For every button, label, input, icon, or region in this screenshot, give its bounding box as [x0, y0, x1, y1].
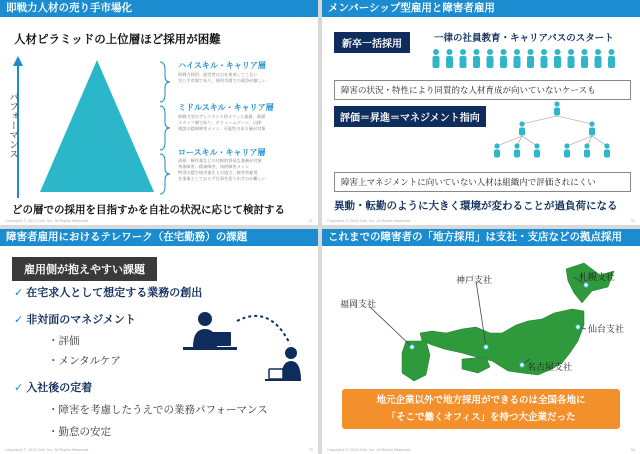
training-desc: 一律の社員教育・キャリアパスのスタート	[434, 33, 614, 44]
remote-workers-illustration	[175, 299, 310, 389]
person-icon	[500, 49, 507, 68]
person-icon	[595, 49, 602, 68]
slide-title: これまでの障害者の「地方採用」は支社・支店などの拠点採用	[322, 229, 640, 246]
label-sendai: 仙台支社	[588, 325, 625, 335]
pyramid-graphic	[0, 50, 318, 200]
person-icon	[473, 49, 480, 68]
person-icon	[514, 143, 520, 157]
slide-membership-employment	[322, 0, 640, 225]
page-number: 32	[630, 219, 635, 223]
person-icon	[446, 49, 453, 68]
level-high-desc: 即戦力採用、経営者は自社育成してこない 売り手市場であり、採用市場での競争が激しい	[178, 72, 266, 84]
bullet-remote-management: ✓ 非対面のマネジメント	[14, 313, 136, 326]
level-high-label: ハイスキル・キャリア層	[178, 61, 266, 70]
person-icon	[519, 121, 525, 135]
pin-fukuoka	[410, 345, 414, 349]
copyright: Copyright © 2020 Ohk, Inc. All Rights Reserved.	[327, 219, 412, 223]
orange-banner: 地元企業以外で地方採用ができるのは全国各地に 「そこで働くオフィス」を持つ大企業だった	[342, 389, 620, 429]
label-nagoya: 名古屋支社	[527, 363, 573, 373]
person-icon	[494, 143, 500, 157]
person-icon	[527, 49, 534, 68]
bullet-job-creation: ✓ 在宅求人として想定する業務の創出	[14, 286, 203, 299]
slide-title: 即戦力人材の売り手市場化	[0, 0, 318, 17]
manager-pc-icon	[183, 312, 237, 350]
pyramid-triangle	[40, 60, 154, 192]
sub-attendance: ・勤怠の安定	[48, 426, 111, 438]
pyramid-footer: どの層での採用を目指すかを自社の状況に応じて検討する	[12, 204, 285, 216]
person-icon	[584, 143, 590, 157]
pin-kobe	[484, 345, 488, 349]
level-mid-label: ミドルスキル・キャリア層	[178, 103, 274, 112]
person-icon	[433, 49, 440, 68]
sub-performance: ・障害を考慮したうえでの業務パフォーマンス	[48, 404, 268, 416]
remote-worker-icon	[265, 347, 301, 381]
slide-regional-hiring	[322, 229, 640, 454]
slide-talent-pyramid	[0, 0, 318, 225]
pin-nagoya	[520, 363, 524, 367]
pin-sapporo	[584, 283, 588, 287]
slide-title: メンバーシップ型雇用と障害者雇用	[322, 0, 640, 17]
check-icon: ✓	[14, 381, 24, 394]
slide-telework-issues	[0, 229, 318, 454]
note-uniform-training: 障害の状況・特性により同質的な人材育成が向いていないケースも	[334, 80, 631, 100]
tag-evaluation: 評価＝昇進＝マネジメント指向	[334, 106, 486, 127]
copyright: Copyright © 2020 Ohk, Inc. All Rights Reserved.	[5, 448, 90, 452]
kyushu-shape	[402, 341, 430, 381]
label-kobe: 神戸支社	[456, 276, 493, 286]
person-icon	[581, 49, 588, 68]
person-icon	[487, 49, 494, 68]
tag-employer-issues: 雇用側が抱えやすい課題	[12, 257, 157, 281]
performance-axis-label: パフォーマンス	[7, 92, 18, 159]
label-sapporo: 札幌支社	[579, 273, 616, 283]
level-low-desc: 清掃、軽作業などの比較的容易な業務が対象 身体障害、精神障害、知的障害メイン 特別支援学校卒業生との協力、障害者雇用 を事業としておらず仕事を切り出すのが難しい	[178, 158, 266, 182]
label-fukuoka: 福岡支社	[340, 300, 377, 310]
shikoku-shape	[462, 357, 490, 373]
bottom-statement: 異動・転勤のように大きく環境が変わることが過負荷になる	[334, 200, 618, 212]
check-icon: ✓	[14, 286, 24, 299]
pyramid-subtitle: 人材ピラミッドの上位層ほど採用が困難	[14, 32, 221, 46]
person-icon	[589, 121, 595, 135]
sub-mental-care: ・メンタルケア	[48, 355, 121, 367]
level-low-label: ロースキル・キャリア層	[178, 148, 266, 157]
person-icon	[568, 49, 575, 68]
check-icon: ✓	[14, 313, 24, 326]
copyright: Copyright © 2020 Ohk, Inc. All Rights Reserved.	[5, 219, 90, 223]
person-icon	[564, 143, 570, 157]
page-number: 33	[308, 448, 313, 452]
person-icon	[514, 49, 521, 68]
person-icon	[554, 101, 560, 115]
page-number: 34	[630, 448, 635, 452]
sub-evaluation: ・評価	[48, 335, 80, 347]
slide-title: 障害者雇用におけるテレワーク（在宅勤務）の課題	[0, 229, 318, 246]
person-icon	[554, 49, 561, 68]
bullet-retention: ✓ 入社後の定着	[14, 381, 93, 394]
person-icon	[534, 143, 540, 157]
pin-sendai	[576, 325, 580, 329]
person-icon	[608, 49, 615, 68]
hokkaido-shape	[566, 263, 614, 303]
person-icon	[460, 49, 467, 68]
page-number: 31	[308, 219, 313, 223]
person-icon	[604, 143, 610, 157]
uniform-people-icon	[430, 44, 630, 74]
copyright: Copyright © 2020 Ohk, Inc. All Rights Reserved.	[327, 448, 412, 452]
note-management: 障害上マネジメントに向いていない人材は組織内で評価されにくい	[334, 172, 631, 192]
tag-graduate-hiring: 新卒一括採用	[334, 32, 410, 53]
person-icon	[541, 49, 548, 68]
level-mid-desc: 即戦力型のアシスタント的オフィス業務、基礎 スタッフ層であり、ボリュームゾーン。自律 相談の精神障害メイン、可能性のある層が対象	[178, 114, 266, 132]
org-tree-icon	[482, 100, 632, 166]
